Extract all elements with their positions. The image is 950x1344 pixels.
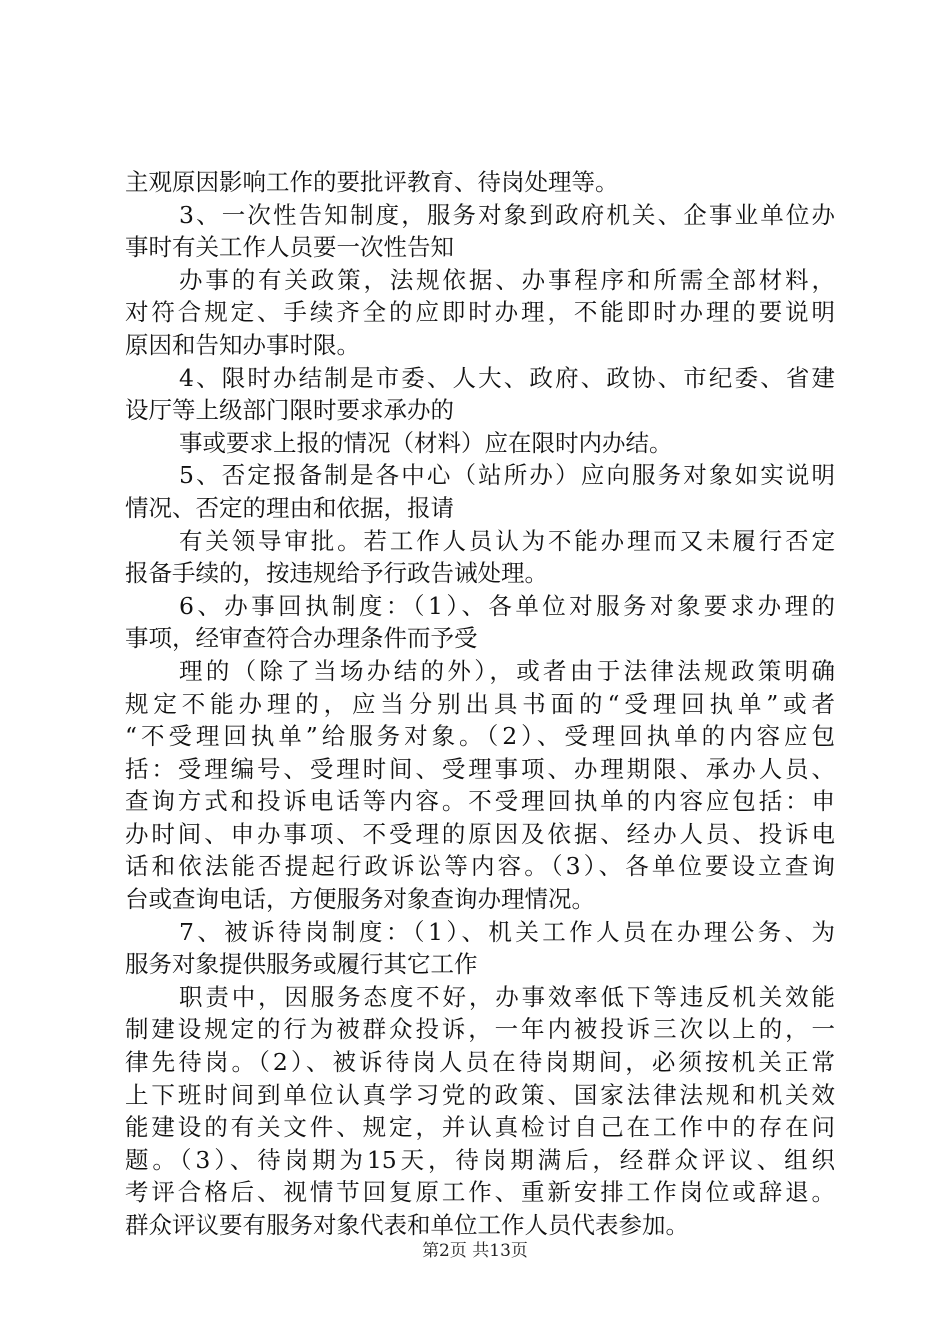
text-line: 台或查询电话，方便服务对象查询办理情况。 [125,885,595,914]
text-line: 话和依法能否提起行政诉讼等内容。（3）、各单位要设立查询 [125,852,835,881]
text-line: 办时间、申办事项、不受理的原因及依据、经办人员、投诉电 [125,819,835,848]
text-line: 事或要求上报的情况（材料）应在限时内办结。 [179,428,673,457]
text-line: 对符合规定、手续齐全的应即时办理，不能即时办理的要说明 [125,298,835,327]
text-line: 7、被诉待岗制度：（1）、机关工作人员在办理公务、为 [179,917,835,946]
text-line: 律先待岗。（2）、被诉待岗人员在待岗期间，必须按机关正常 [125,1048,835,1077]
text-line: 主观原因影响工作的要批评教育、待岗处理等。 [125,168,619,196]
text-line: 事项，经审查符合办理条件而予受 [125,624,478,653]
text-line: 题。（3）、待岗期为15天，待岗期满后，经群众评议、组织 [125,1145,835,1174]
text-line: 群众评议要有服务对象代表和单位工作人员代表参加。 [125,1211,689,1239]
text-line: 设厅等上级部门限时要求承办的 [125,396,454,425]
text-line: 6、办事回执制度：（1）、各单位对服务对象要求办理的 [179,591,835,620]
text-line: 服务对象提供服务或履行其它工作 [125,950,478,979]
document-body [125,166,835,1242]
text-line: 3、一次性告知制度，服务对象到政府机关、企事业单位办 [179,200,835,229]
text-line: 情况、否定的理由和依据，报请 [125,493,454,522]
text-line: “不受理回执单”给服务对象。（2）、受理回执单的内容应包 [125,722,835,751]
text-line: 有关领导审批。若工作人员认为不能办理而又未履行否定 [179,526,835,555]
text-line: 制建设规定的行为被群众投诉，一年内被投诉三次以上的，一 [125,1015,835,1044]
text-line: 查询方式和投诉电话等内容。不受理回执单的内容应包括：申 [125,787,835,816]
text-line: 括：受理编号、受理时间、受理事项、办理期限、承办人员、 [125,754,835,783]
text-line: 事时有关工作人员要一次性告知 [125,233,454,262]
page-footer: 第2页 共13页 [422,1241,528,1261]
text-line: 原因和告知办事时限。 [125,330,360,359]
text-line: 4、限时办结制是市委、人大、政府、政协、市纪委、省建 [179,363,835,392]
text-line: 规定不能办理的，应当分别出具书面的“受理回执单”或者 [125,689,835,718]
text-line: 考评合格后、视情节回复原工作、重新安排工作岗位或辞退。 [125,1178,835,1207]
text-line: 能建设的有关文件、规定，并认真检讨自己在工作中的存在问 [125,1113,835,1142]
text-line: 5、否定报备制是各中心（站所办）应向服务对象如实说明 [179,461,835,490]
text-line: 报备手续的，按违规给予行政告诫处理。 [125,559,548,588]
text-line: 办事的有关政策，法规依据、办事程序和所需全部材料， [179,265,835,294]
text-line: 上下班时间到单位认真学习党的政策、国家法律法规和机关效 [125,1080,835,1109]
text-line: 理的（除了当场办结的外），或者由于法律法规政策明确 [179,656,835,685]
text-line: 职责中，因服务态度不好，办事效率低下等违反机关效能 [179,982,835,1011]
